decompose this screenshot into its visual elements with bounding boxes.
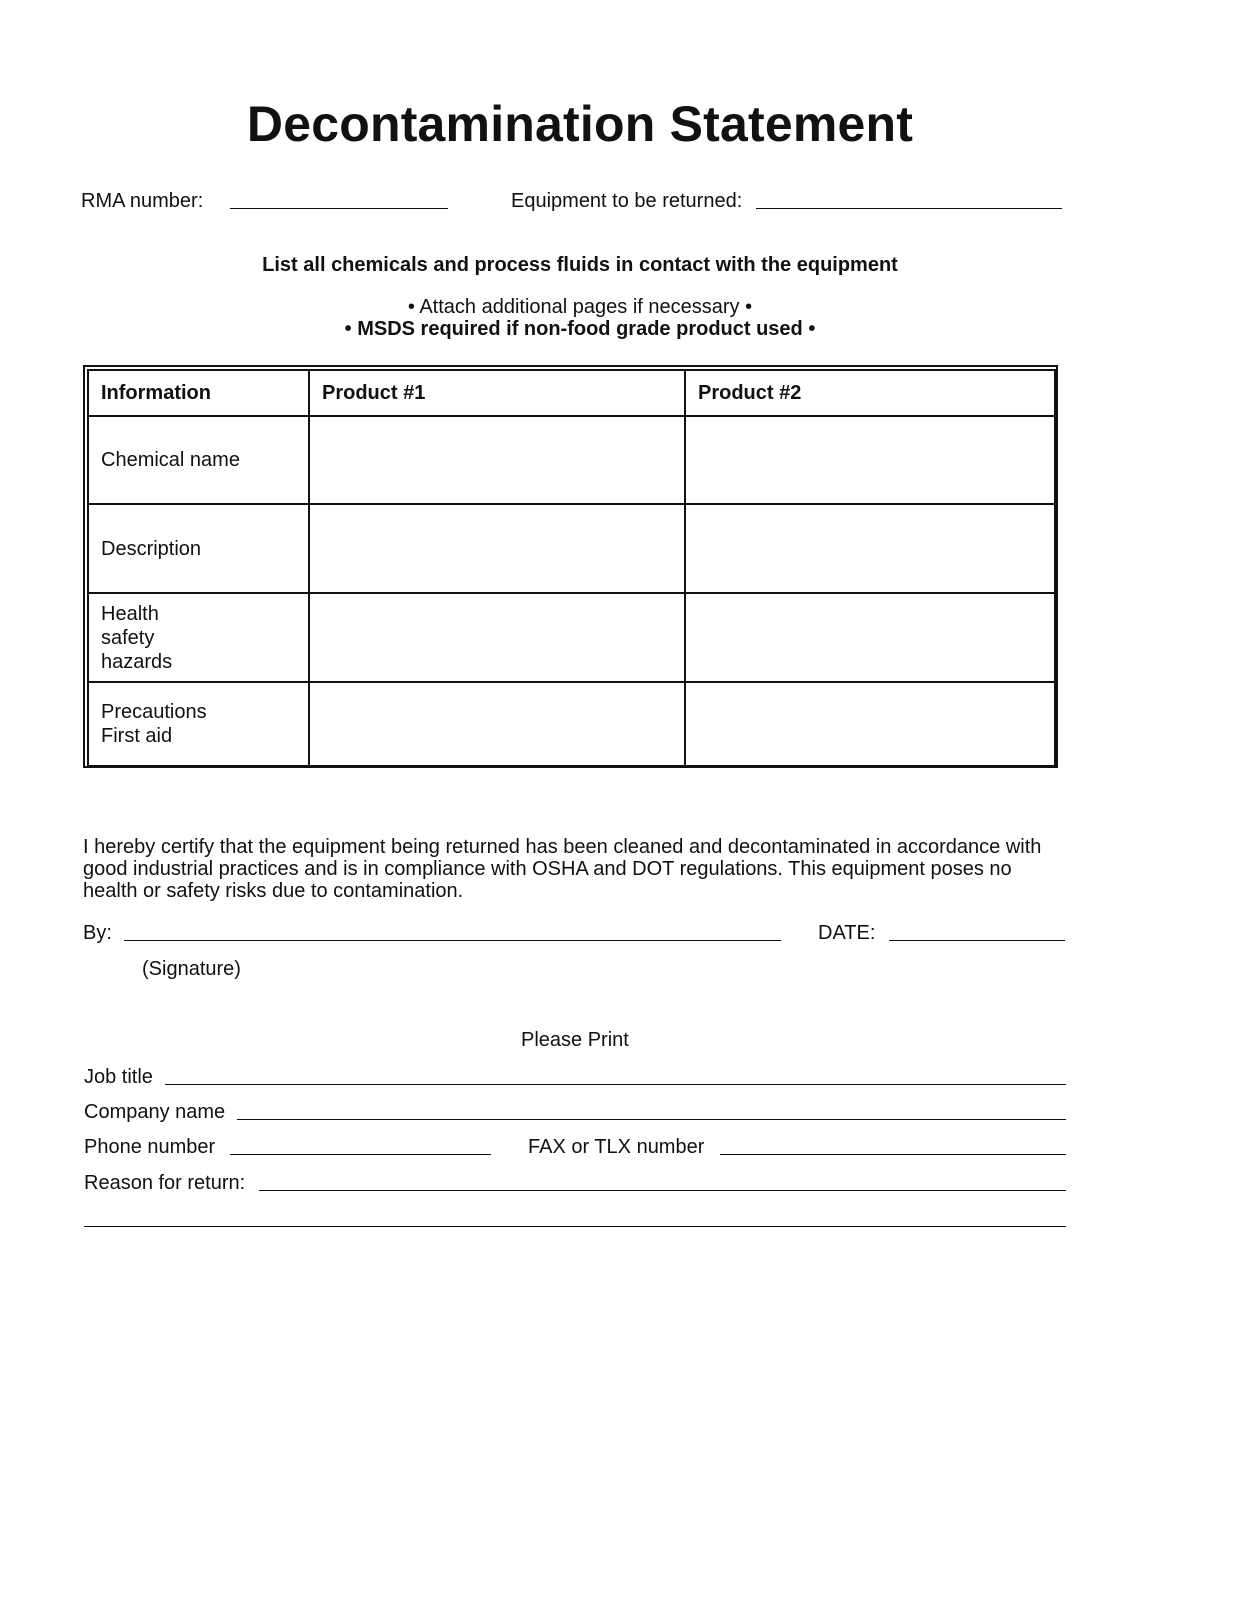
cell-hazards-product-1[interactable] <box>309 593 685 682</box>
row-label-chemical-name: Chemical name <box>88 416 309 504</box>
cell-description-product-1[interactable] <box>309 504 685 593</box>
instructions-note-attach: • Attach additional pages if necessary • <box>407 296 753 318</box>
cell-precautions-product-1[interactable] <box>309 682 685 766</box>
header-product-2: Product #2 <box>685 370 1055 416</box>
cell-chemical-name-product-2[interactable] <box>685 416 1055 504</box>
reason-for-return-label: Reason for return: <box>84 1172 246 1194</box>
cell-hazards-product-2[interactable] <box>685 593 1055 682</box>
equipment-field[interactable] <box>756 188 1062 209</box>
rma-number-label: RMA number: <box>81 190 204 212</box>
row-label-health-safety-hazards: Health safety hazards <box>88 593 309 682</box>
cell-description-product-2[interactable] <box>685 504 1055 593</box>
header-product-1: Product #1 <box>309 370 685 416</box>
header-information: Information <box>88 370 309 416</box>
fax-number-label: FAX or TLX number <box>528 1136 705 1158</box>
signature-caption: (Signature) <box>142 958 241 980</box>
certification-text: I hereby certify that the equipment being returned has been cleaned and decontaminated in accordance with good industrial practices and is in compliance with OSHA and DOT regulations. This equipment poses no health or safety risks due to contamination. <box>83 836 1042 902</box>
products-table <box>87 369 1056 767</box>
phone-number-field[interactable] <box>230 1134 491 1155</box>
cell-chemical-name-product-1[interactable] <box>309 416 685 504</box>
date-label: DATE: <box>818 922 876 944</box>
rma-number-field[interactable] <box>230 188 448 209</box>
company-name-field[interactable] <box>237 1099 1066 1120</box>
signature-field[interactable] <box>124 920 781 941</box>
job-title-label: Job title <box>84 1066 153 1088</box>
table-row <box>88 682 1055 766</box>
table-row <box>88 416 1055 504</box>
table-row <box>88 593 1055 682</box>
row-label-precautions-first-aid: Precautions First aid <box>88 682 309 766</box>
by-label: By: <box>83 922 112 944</box>
reason-for-return-field[interactable] <box>259 1170 1066 1191</box>
cell-precautions-product-2[interactable] <box>685 682 1055 766</box>
page-title: Decontamination Statement <box>246 96 914 152</box>
instructions-note-msds: • MSDS required if non-food grade product used • <box>344 318 816 340</box>
date-field[interactable] <box>889 920 1065 941</box>
reason-for-return-field-line-2[interactable] <box>84 1206 1066 1227</box>
please-print-heading: Please Print <box>521 1029 629 1051</box>
instructions-heading: List all chemicals and process fluids in contact with the equipment <box>262 254 898 276</box>
fax-number-field[interactable] <box>720 1134 1066 1155</box>
table-row <box>88 504 1055 593</box>
job-title-field[interactable] <box>165 1064 1066 1085</box>
table-header-row <box>88 370 1055 416</box>
row-label-description: Description <box>88 504 309 593</box>
equipment-label: Equipment to be returned: <box>511 190 743 212</box>
company-name-label: Company name <box>84 1101 226 1123</box>
phone-number-label: Phone number <box>84 1136 216 1158</box>
